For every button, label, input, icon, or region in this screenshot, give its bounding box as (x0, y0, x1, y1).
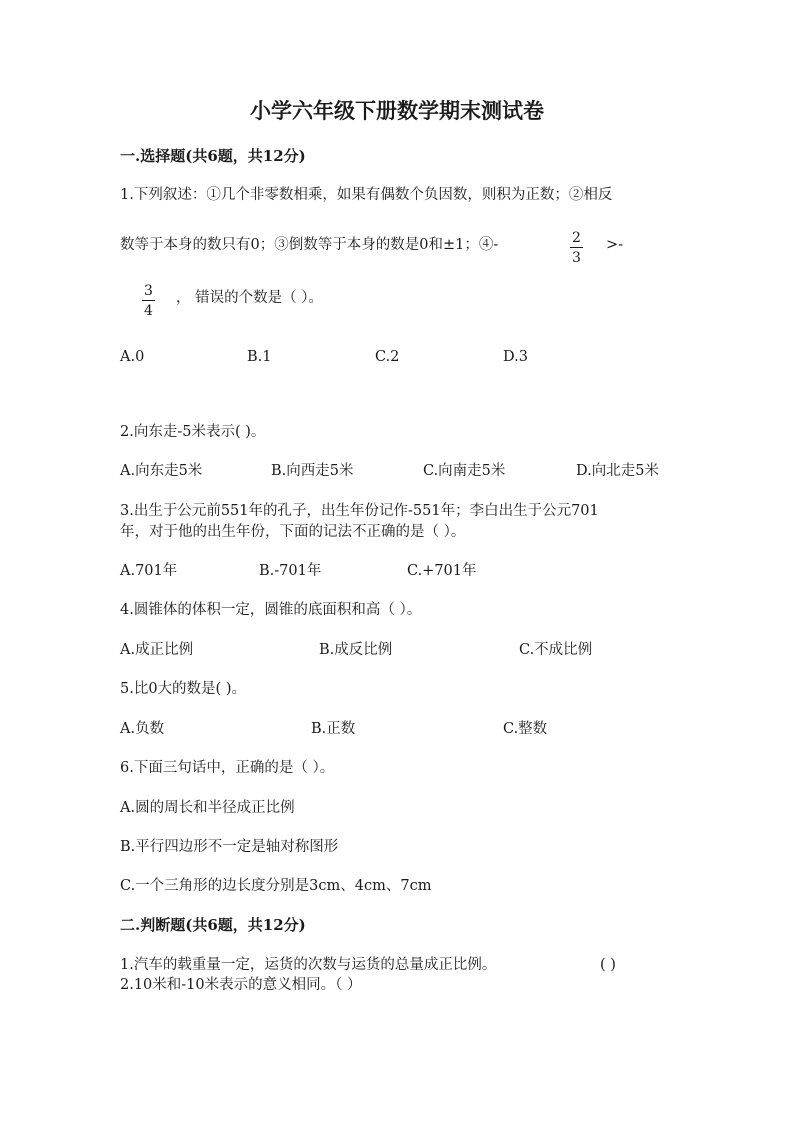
q5-option-c: C.整数 (503, 721, 548, 737)
section-heading-judgement: 二.判断题(共6题，共12分) (120, 916, 306, 934)
section-heading-choice: 一.选择题(共6题，共12分) (120, 147, 306, 165)
question-3-line-2: 年，对于他的出生年份，下面的记法不正确的是（ ）。 (120, 524, 466, 540)
judgement-1-blank: ( ) (600, 957, 616, 973)
fraction-two-thirds (570, 231, 583, 265)
question-5: 5.比0大的数是( )。 (120, 681, 246, 697)
fraction-numerator: 2 (572, 230, 581, 246)
q3-option-b: B.-701年 (259, 563, 322, 579)
q5-option-a: A.负数 (120, 721, 165, 737)
q1-option-d: D.3 (503, 349, 528, 365)
question-2: 2.向东走-5米表示( )。 (120, 424, 266, 440)
question-6: 6.下面三句话中，正确的是（ ）。 (120, 760, 335, 776)
q4-option-a: A.成正比例 (120, 642, 194, 658)
q1-option-a: A.0 (120, 349, 145, 365)
page-title: 小学六年级下册数学期末测试卷 (250, 98, 544, 123)
q2-option-c: C.向南走5米 (423, 463, 506, 479)
q6-option-b: B.平行四边形不一定是轴对称图形 (120, 839, 339, 855)
fraction-three-quarters (142, 284, 155, 318)
judgement-1: 1.汽车的载重量一定，运货的次数与运货的总量成正比例。 (120, 957, 497, 973)
question-1-line-2: 数等于本身的数只有0；③倒数等于本身的数是0和±1；④- (120, 237, 499, 253)
greater-than-negative: >- (606, 237, 624, 253)
q1-option-b: B.1 (247, 349, 272, 365)
judgement-2: 2.10米和-10米表示的意义相同。（ ） (120, 977, 362, 993)
question-3-line-1: 3.出生于公元前551年的孔子，出生年份记作-551年；李白出生于公元701 (120, 503, 599, 519)
question-1-line-1: 1.下列叙述：①几个非零数相乘，如果有偶数个负因数，则积为正数；②相反 (120, 187, 613, 203)
q3-option-c: C.+701年 (407, 563, 477, 579)
fraction-denominator: 4 (142, 300, 155, 318)
q4-option-c: C.不成比例 (519, 642, 593, 658)
q4-option-b: B.成反比例 (319, 642, 393, 658)
fraction-numerator: 3 (144, 283, 153, 299)
fraction-denominator: 3 (570, 247, 583, 265)
q3-option-a: A.701年 (120, 563, 178, 579)
q6-option-c: C.一个三角形的边长度分别是3cm、4cm、7cm (120, 878, 432, 894)
q2-option-d: D.向北走5米 (576, 463, 659, 479)
q2-option-b: B.向西走5米 (271, 463, 354, 479)
question-1-line-3: ， 错误的个数是（ ）。 (176, 290, 323, 306)
q5-option-b: B.正数 (311, 721, 356, 737)
q1-option-c: C.2 (375, 349, 400, 365)
q6-option-a: A.圆的周长和半径成正比例 (120, 800, 295, 816)
q2-option-a: A.向东走5米 (120, 463, 203, 479)
question-4: 4.圆锥体的体积一定，圆锥的底面积和高（ ）。 (120, 602, 422, 618)
